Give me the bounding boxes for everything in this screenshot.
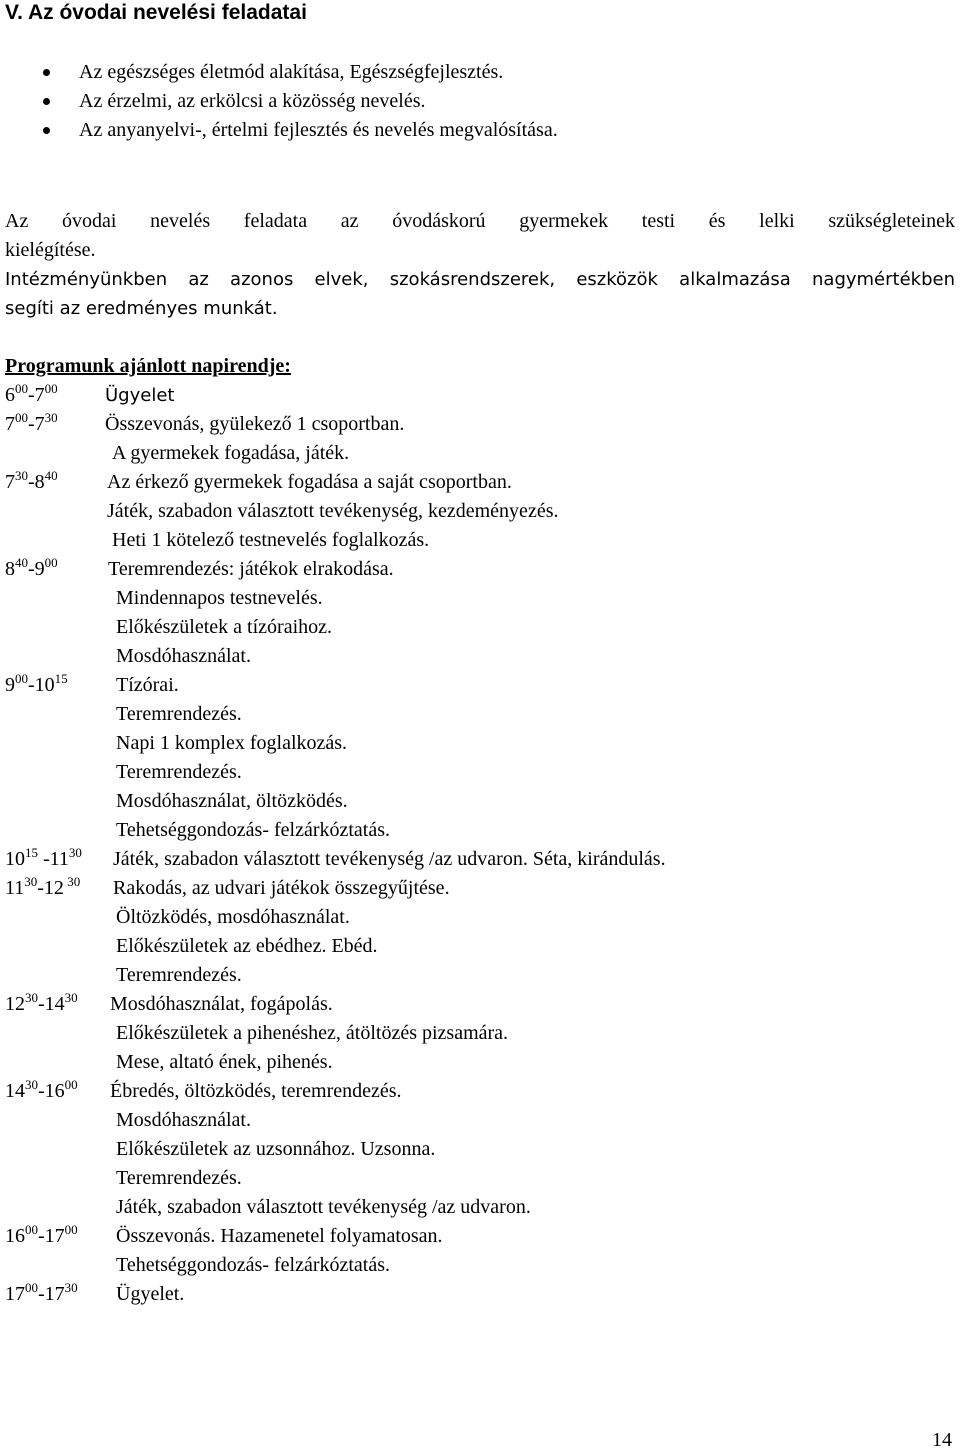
time-end-hour: -7 xyxy=(28,384,45,406)
paragraph-line: Az óvodai nevelés feladata az óvodáskorú gyermekek testi és lelki szükségleteinek xyxy=(5,210,955,232)
bullet-icon xyxy=(43,127,50,134)
schedule-row xyxy=(0,700,960,729)
schedule-activity: Rakodás, az udvari játékok összegyűjtése. xyxy=(113,877,450,899)
time-end-minute: 30 xyxy=(68,845,82,860)
time-start-minute: 00 xyxy=(25,1280,38,1295)
time-start-minute: 30 xyxy=(25,1077,38,1092)
time-start-minute: 30 xyxy=(24,874,38,889)
list-item xyxy=(0,58,960,87)
schedule-activity: Öltözködés, mosdóhasználat. xyxy=(116,906,350,928)
schedule-row xyxy=(0,381,960,410)
time-start-minute: 15 xyxy=(25,845,38,860)
time-start-minute: 30 xyxy=(15,468,28,483)
time-end-minute: 00 xyxy=(44,381,58,396)
schedule-time xyxy=(5,1222,78,1252)
schedule-row xyxy=(0,1193,960,1222)
schedule-time xyxy=(5,1077,78,1107)
schedule-activity: Tehetséggondozás- felzárkóztatás. xyxy=(116,819,391,841)
time-start-hour: 10 xyxy=(5,848,25,870)
schedule-activity: Mosdóhasználat, öltözködés. xyxy=(116,790,348,812)
bullet-icon xyxy=(43,69,50,76)
time-end-hour: -17 xyxy=(38,1283,65,1305)
time-end-minute: 00 xyxy=(64,1077,78,1092)
schedule-row xyxy=(0,1280,960,1309)
schedule-row xyxy=(0,816,960,845)
time-start-hour: 12 xyxy=(5,993,25,1015)
list-item-text: Az érzelmi, az erkölcsi a közösség nevelés. xyxy=(79,90,426,112)
schedule-row xyxy=(0,439,960,468)
schedule-activity: Mosdóhasználat. xyxy=(116,645,251,667)
time-start-hour: 9 xyxy=(5,674,15,696)
schedule-activity: Játék, szabadon választott tevékenység /az udvaron. Séta, kirándulás. xyxy=(113,848,666,870)
time-end-minute: 30 xyxy=(44,410,58,425)
schedule-activity: Előkészületek a pihenéshez, átöltözés pizsamára. xyxy=(116,1022,509,1044)
schedule-row xyxy=(0,555,960,584)
schedule-row xyxy=(0,1106,960,1135)
time-end-hour: -17 xyxy=(38,1225,65,1247)
schedule-row xyxy=(0,932,960,961)
schedule-activity: Teremrendezés. xyxy=(116,1167,242,1189)
time-end-minute: 30 xyxy=(63,874,81,889)
schedule-row xyxy=(0,1164,960,1193)
schedule-time xyxy=(5,410,58,440)
schedule-activity: Játék, szabadon választott tevékenység, kezdeményezés. xyxy=(107,500,559,522)
page-number: 14 xyxy=(932,1429,952,1451)
schedule-row xyxy=(0,584,960,613)
time-end-minute: 00 xyxy=(44,555,58,570)
schedule-row xyxy=(0,961,960,990)
schedule-time xyxy=(5,874,80,904)
schedule-time xyxy=(5,468,58,498)
time-end-hour: -11 xyxy=(38,848,69,870)
bullet-icon xyxy=(43,98,50,105)
schedule-activity: Teremrendezés: játékok elrakodása. xyxy=(108,558,394,580)
schedule-activity: Tehetséggondozás- felzárkóztatás. xyxy=(116,1254,391,1276)
schedule-activity: Az érkező gyermekek fogadása a saját csoportban. xyxy=(107,471,512,493)
time-start-hour: 6 xyxy=(5,384,15,406)
time-start-minute: 00 xyxy=(15,381,28,396)
list-item-text: Az egészséges életmód alakítása, Egészségfejlesztés. xyxy=(79,61,504,83)
schedule-row xyxy=(0,671,960,700)
schedule-time xyxy=(5,381,58,411)
time-start-hour: 11 xyxy=(5,877,25,899)
schedule-activity: Ügyelet. xyxy=(116,1283,185,1305)
time-start-hour: 7 xyxy=(5,413,15,435)
time-start-hour: 14 xyxy=(5,1080,25,1102)
schedule-row xyxy=(0,497,960,526)
time-end-hour: -16 xyxy=(38,1080,65,1102)
schedule-row xyxy=(0,758,960,787)
time-start-hour: 8 xyxy=(5,558,15,580)
schedule-row xyxy=(0,845,960,874)
schedule-row xyxy=(0,787,960,816)
schedule-activity: Előkészületek az uzsonnához. Uzsonna. xyxy=(116,1138,436,1160)
schedule-row xyxy=(0,1077,960,1106)
time-end-hour: -9 xyxy=(28,558,45,580)
schedule-activity: Összevonás, gyülekező 1 csoportban. xyxy=(105,413,405,435)
paragraph-line: kielégítése. xyxy=(5,239,96,261)
schedule-time xyxy=(5,671,68,701)
time-start-minute: 00 xyxy=(15,671,28,686)
time-start-hour: 7 xyxy=(5,471,15,493)
section-heading: V. Az óvodai nevelési feladatai xyxy=(5,1,307,24)
schedule-row xyxy=(0,468,960,497)
schedule-row xyxy=(0,1222,960,1251)
time-end-hour: -14 xyxy=(38,993,65,1015)
time-end-minute: 30 xyxy=(64,1280,78,1295)
schedule-activity: Heti 1 kötelező testnevelés foglalkozás. xyxy=(112,529,430,551)
schedule-activity: Előkészületek a tízóraihoz. xyxy=(116,616,333,638)
schedule-activity: Előkészületek az ebédhez. Ebéd. xyxy=(116,935,378,957)
time-end-minute: 00 xyxy=(64,1222,78,1237)
schedule-row xyxy=(0,642,960,671)
time-start-hour: 16 xyxy=(5,1225,25,1247)
schedule-time xyxy=(5,1280,78,1310)
schedule-activity: Mosdóhasználat. xyxy=(116,1109,251,1131)
schedule-title: Programunk ajánlott napirendje: xyxy=(5,355,291,377)
time-start-minute: 00 xyxy=(25,1222,38,1237)
schedule-activity: A gyermekek fogadása, játék. xyxy=(112,442,350,464)
schedule-activity: Mosdóhasználat, fogápolás. xyxy=(110,993,333,1015)
time-end-minute: 40 xyxy=(44,468,58,483)
schedule-row xyxy=(0,1135,960,1164)
schedule-row xyxy=(0,729,960,758)
schedule-activity: Mese, altató ének, pihenés. xyxy=(116,1051,333,1073)
schedule-activity: Ébredés, öltözködés, teremrendezés. xyxy=(110,1080,402,1102)
schedule-row xyxy=(0,526,960,555)
schedule-activity: Teremrendezés. xyxy=(116,964,242,986)
list-item-text: Az anyanyelvi-, értelmi fejlesztés és nevelés megvalósítása. xyxy=(79,119,558,141)
schedule-row xyxy=(0,903,960,932)
time-start-minute: 40 xyxy=(15,555,28,570)
schedule-row xyxy=(0,1019,960,1048)
schedule-row xyxy=(0,874,960,903)
paragraph-institution xyxy=(5,265,955,323)
paragraph-task xyxy=(5,207,955,265)
time-end-hour: -12 xyxy=(37,877,64,899)
schedule-row xyxy=(0,1251,960,1280)
time-start-minute: 30 xyxy=(25,990,38,1005)
schedule-activity: Játék, szabadon választott tevékenység /az udvaron. xyxy=(116,1196,531,1218)
schedule-row xyxy=(0,410,960,439)
time-end-hour: -10 xyxy=(28,674,55,696)
paragraph-line: segíti az eredményes munkát. xyxy=(5,298,278,319)
schedule-time xyxy=(5,990,78,1020)
list-item xyxy=(0,116,960,145)
schedule-time xyxy=(5,555,58,585)
time-start-minute: 00 xyxy=(15,410,28,425)
schedule-activity: Teremrendezés. xyxy=(116,761,242,783)
schedule-activity: Teremrendezés. xyxy=(116,703,242,725)
time-end-minute: 30 xyxy=(64,990,78,1005)
list-item xyxy=(0,87,960,116)
paragraph-line: Intézményünkben az azonos elvek, szokásrendszerek, eszközök alkalmazása nagymértékben xyxy=(5,269,955,290)
schedule-row xyxy=(0,990,960,1019)
time-end-hour: -7 xyxy=(28,413,45,435)
goal-list xyxy=(0,58,960,145)
schedule-time xyxy=(5,845,82,875)
time-end-hour: -8 xyxy=(28,471,45,493)
schedule-activity: Mindennapos testnevelés. xyxy=(116,587,323,609)
schedule-activity: Tízórai. xyxy=(116,674,179,696)
schedule-row xyxy=(0,613,960,642)
schedule-activity: Összevonás. Hazamenetel folyamatosan. xyxy=(116,1225,443,1247)
schedule-activity: Napi 1 komplex foglalkozás. xyxy=(116,732,348,754)
schedule-row xyxy=(0,1048,960,1077)
schedule-activity: Ügyelet xyxy=(105,385,175,406)
time-start-hour: 17 xyxy=(5,1283,25,1305)
time-end-minute: 15 xyxy=(54,671,68,686)
